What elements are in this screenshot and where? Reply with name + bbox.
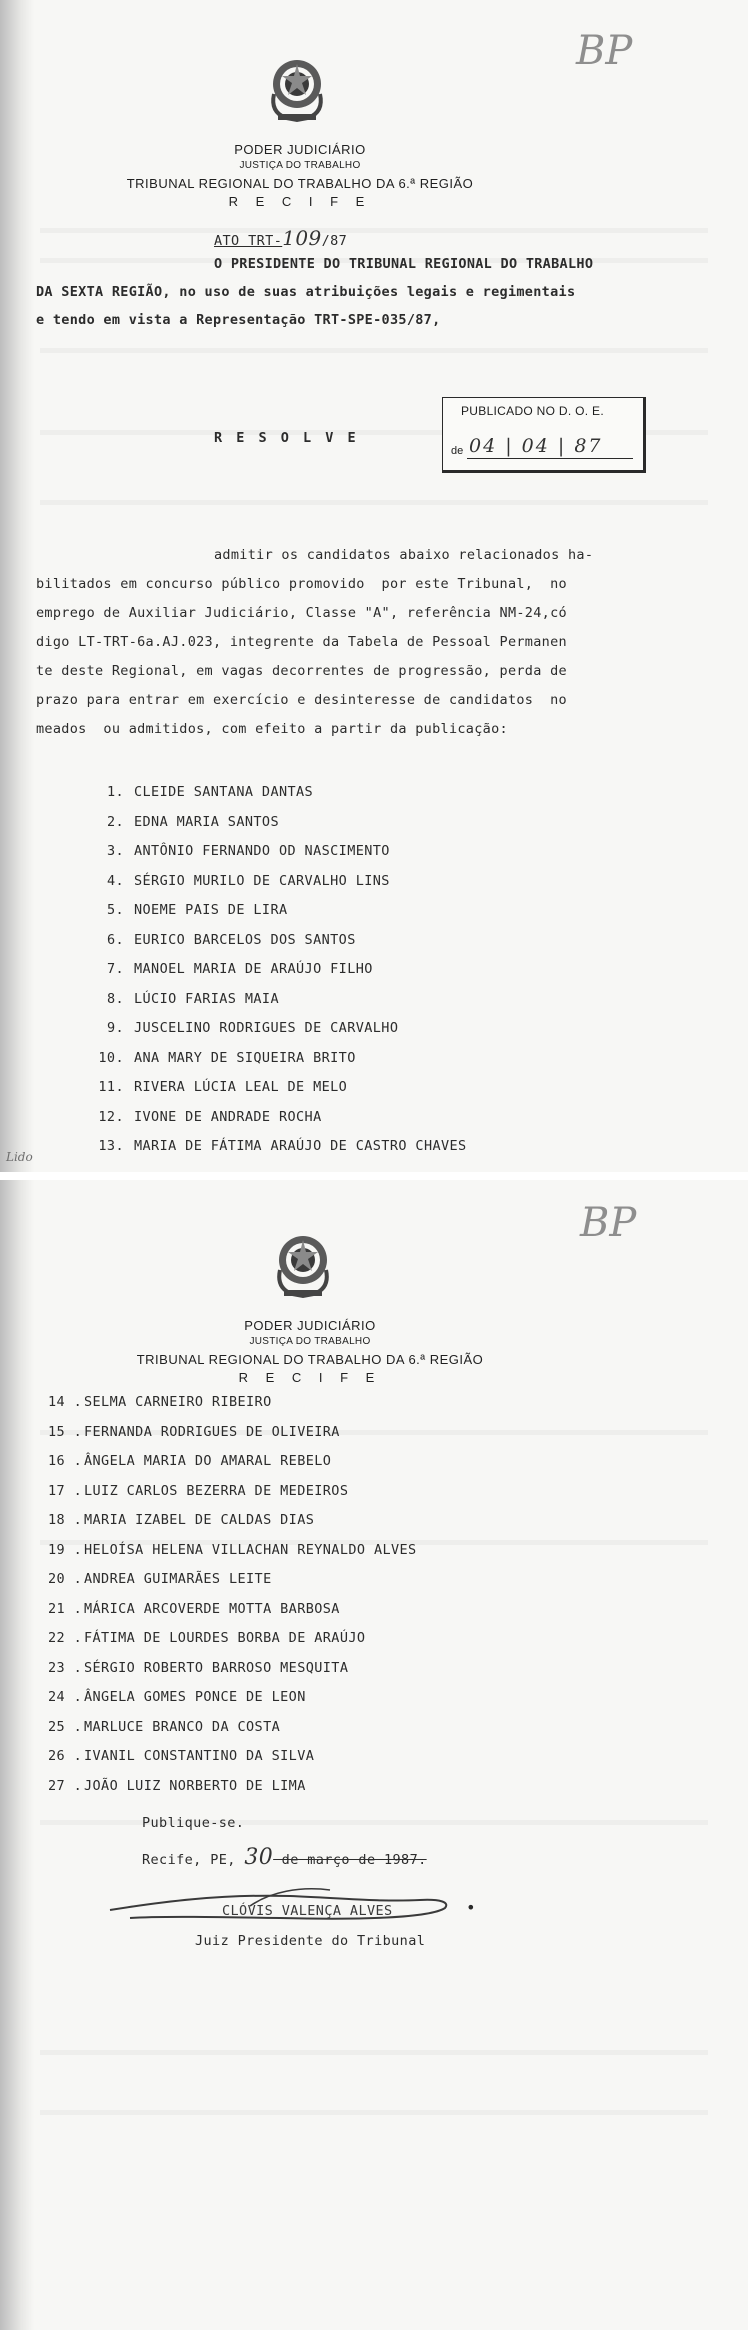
list-number: 14 .	[48, 1394, 83, 1410]
list-item	[90, 932, 356, 948]
stamp-title: PUBLICADO NO D. O. E.	[461, 404, 604, 418]
candidate-name: JUSCELINO RODRIGUES DE CARVALHO	[134, 1020, 399, 1036]
header-judiciary: PODER JUDICIÁRIO	[234, 142, 366, 157]
list-number: 27 .	[48, 1778, 83, 1794]
bleed-through	[40, 348, 708, 353]
candidate-name: LUIZ CARLOS BEZERRA DE MEDEIROS	[84, 1483, 349, 1499]
list-number: 1.	[106, 784, 124, 800]
body-line-6: prazo para entrar em exercício e desinteresse de candidatos no	[36, 692, 567, 708]
list-number: 7.	[106, 961, 124, 977]
list-number: 11.	[98, 1079, 124, 1095]
bleed-through	[40, 500, 708, 505]
list-number: 23 .	[48, 1660, 83, 1676]
candidate-name: MÁRICA ARCOVERDE MOTTA BARBOSA	[84, 1601, 340, 1617]
list-item	[48, 1483, 348, 1499]
list-item	[48, 1424, 340, 1440]
list-item	[90, 961, 373, 977]
list-item	[90, 1138, 467, 1154]
body-line-4: digo LT-TRT-6a.AJ.023, integrente da Tabela de Pessoal Permanen	[36, 634, 567, 650]
candidate-name: EURICO BARCELOS DOS SANTOS	[134, 932, 356, 948]
list-item	[90, 1050, 356, 1066]
list-item	[48, 1630, 365, 1646]
candidate-name: LÚCIO FARIAS MAIA	[134, 991, 279, 1007]
candidate-name: ANA MARY DE SIQUEIRA BRITO	[134, 1050, 356, 1066]
candidate-name: MARIA DE FÁTIMA ARAÚJO DE CASTRO CHAVES	[134, 1138, 467, 1154]
list-number: 6.	[106, 932, 124, 948]
publish-order: Publique-se.	[142, 1815, 245, 1831]
signer-title: Juiz Presidente do Tribunal	[195, 1933, 426, 1949]
bleed-through	[40, 2110, 708, 2115]
list-item	[90, 1020, 398, 1036]
month-year: de março de 1987.	[273, 1852, 427, 1868]
place: Recife, PE,	[142, 1852, 245, 1868]
body-line-7: meados ou admitidos, com efeito a partir da publicação:	[36, 721, 508, 737]
place-and-date	[142, 1845, 427, 1870]
list-number: 13.	[98, 1138, 124, 1154]
body-line-2: bilitados em concurso público promovido por este Tribunal, no	[36, 576, 567, 592]
list-item	[48, 1719, 280, 1735]
stamp-date: 04 | 04 | 87	[469, 435, 603, 457]
handwritten-initials: BP	[576, 28, 633, 74]
body-line-1: admitir os candidatos abaixo relacionados ha-	[214, 547, 594, 563]
candidate-name: MANOEL MARIA DE ARAÚJO FILHO	[134, 961, 373, 977]
list-number: 26 .	[48, 1748, 83, 1764]
list-number: 4.	[106, 873, 124, 889]
preamble-line-2: DA SEXTA REGIÃO, no uso de suas atribuições legais e regimentais	[36, 284, 576, 300]
list-item	[90, 1109, 322, 1125]
list-number: 10.	[98, 1050, 124, 1066]
handwritten-day: 30	[244, 1845, 274, 1870]
candidate-name: ÂNGELA GOMES PONCE DE LEON	[84, 1689, 306, 1705]
signer-name: CLÓVIS VALENÇA ALVES	[222, 1903, 393, 1919]
signature-dot: •	[466, 1898, 476, 1917]
list-item	[48, 1778, 306, 1794]
list-number: 12.	[98, 1109, 124, 1125]
candidate-name: CLEIDE SANTANA DANTAS	[134, 784, 314, 800]
list-number: 22 .	[48, 1630, 83, 1646]
candidate-name: IVANIL CONSTANTINO DA SILVA	[84, 1748, 315, 1764]
list-number: 15 .	[48, 1424, 83, 1440]
list-item	[90, 873, 390, 889]
stamp-prefix: de	[451, 445, 464, 457]
list-number: 2.	[106, 814, 124, 830]
margin-note: Lido	[6, 1150, 33, 1164]
candidate-name: MARLUCE BRANCO DA COSTA	[84, 1719, 281, 1735]
list-number: 17 .	[48, 1483, 83, 1499]
candidate-name: SÉRGIO ROBERTO BARROSO MESQUITA	[84, 1660, 349, 1676]
bleed-through	[40, 228, 708, 233]
list-item	[90, 784, 313, 800]
coat-of-arms-emblem	[266, 54, 328, 124]
coat-of-arms-emblem	[272, 1230, 334, 1300]
list-item	[48, 1660, 348, 1676]
act-number-handwritten: 109	[282, 226, 322, 250]
candidate-name: EDNA MARIA SANTOS	[134, 814, 279, 830]
header-city: R E C I F E	[228, 194, 372, 209]
list-item	[48, 1748, 314, 1764]
list-number: 25 .	[48, 1719, 83, 1735]
list-number: 18 .	[48, 1512, 83, 1528]
list-item	[48, 1453, 331, 1469]
candidate-name: JOÃO LUIZ NORBERTO DE LIMA	[84, 1778, 306, 1794]
candidate-name: ANTÔNIO FERNANDO OD NASCIMENTO	[134, 843, 390, 859]
candidate-name: HELOÍSA HELENA VILLACHAN REYNALDO ALVES	[84, 1542, 417, 1558]
act-prefix: ATO TRT-	[214, 233, 283, 249]
preamble-line-1: O PRESIDENTE DO TRIBUNAL REGIONAL DO TRABALHO	[214, 256, 594, 272]
header-tribunal: TRIBUNAL REGIONAL DO TRABALHO DA 6.ª REGIÃO	[126, 176, 474, 191]
candidate-name: MARIA IZABEL DE CALDAS DIAS	[84, 1512, 315, 1528]
candidate-name: SELMA CARNEIRO RIBEIRO	[84, 1394, 272, 1410]
body-line-5: te deste Regional, em vagas decorrentes de progressão, perda de	[36, 663, 567, 679]
candidate-name: SÉRGIO MURILO DE CARVALHO LINS	[134, 873, 390, 889]
preamble-line-3: e tendo em vista a Representação TRT-SPE-035/87,	[36, 312, 441, 328]
list-item	[90, 902, 288, 918]
resolve-heading: R E S O L V E	[214, 430, 359, 446]
act-number	[214, 226, 347, 250]
candidate-name: IVONE DE ANDRADE ROCHA	[134, 1109, 322, 1125]
handwritten-initials: BP	[580, 1200, 637, 1246]
list-item	[48, 1689, 306, 1705]
header-labor-justice: JUSTIÇA DO TRABALHO	[239, 160, 361, 171]
list-item	[90, 1079, 347, 1095]
list-item	[48, 1394, 272, 1410]
list-item	[48, 1512, 314, 1528]
header-labor-justice: JUSTIÇA DO TRABALHO	[249, 1336, 371, 1347]
list-item	[48, 1571, 272, 1587]
candidate-name: RIVERA LÚCIA LEAL DE MELO	[134, 1079, 348, 1095]
list-number: 20 .	[48, 1571, 83, 1587]
candidate-name: FERNANDA RODRIGUES DE OLIVEIRA	[84, 1424, 340, 1440]
list-item	[48, 1601, 340, 1617]
candidate-name: ANDREA GUIMARÃES LEITE	[84, 1571, 272, 1587]
bleed-through	[40, 2050, 708, 2055]
list-number: 5.	[106, 902, 124, 918]
list-number: 9.	[106, 1020, 124, 1036]
list-item	[48, 1542, 417, 1558]
list-item	[90, 843, 390, 859]
act-suffix: /87	[321, 233, 348, 249]
publication-stamp	[442, 397, 646, 473]
list-number: 16 .	[48, 1453, 83, 1469]
candidate-name: NOEME PAIS DE LIRA	[134, 902, 288, 918]
body-line-3: emprego de Auxiliar Judiciário, Classe "A", referência NM-24,có	[36, 605, 567, 621]
list-number: 8.	[106, 991, 124, 1007]
candidate-name: ÂNGELA MARIA DO AMARAL REBELO	[84, 1453, 332, 1469]
list-number: 3.	[106, 843, 124, 859]
list-number: 24 .	[48, 1689, 83, 1705]
stamp-underline	[467, 458, 633, 459]
header-tribunal: TRIBUNAL REGIONAL DO TRABALHO DA 6.ª REGIÃO	[136, 1352, 484, 1367]
list-item	[90, 814, 279, 830]
header-judiciary: PODER JUDICIÁRIO	[244, 1318, 376, 1333]
handwritten-signature	[100, 1872, 500, 1932]
list-item	[90, 991, 279, 1007]
header-city: R E C I F E	[238, 1370, 382, 1385]
list-number: 19 .	[48, 1542, 83, 1558]
candidate-name: FÁTIMA DE LOURDES BORBA DE ARAÚJO	[84, 1630, 366, 1646]
bleed-through	[40, 1820, 708, 1825]
list-number: 21 .	[48, 1601, 83, 1617]
